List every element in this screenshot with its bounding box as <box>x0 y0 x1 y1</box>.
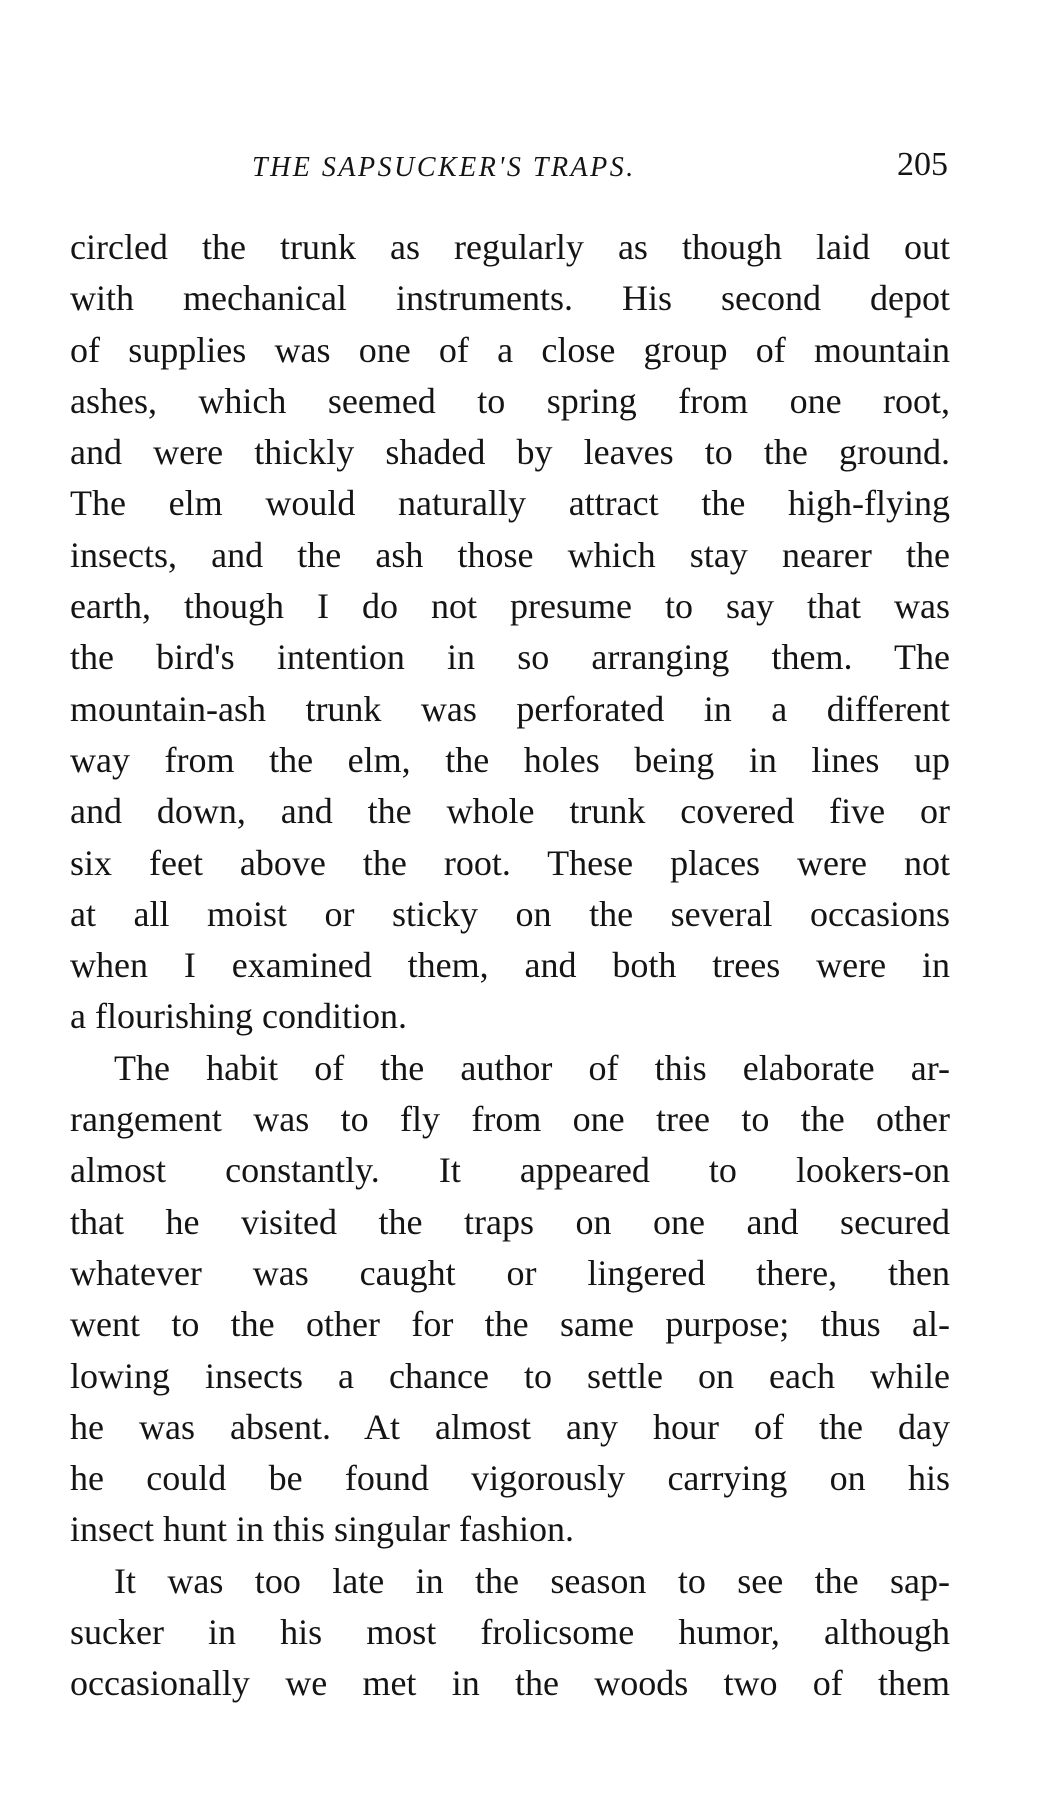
text-line: circled the trunk as regularly as though laid out <box>70 227 950 267</box>
text-line: insects, and the ash those which stay nearer the <box>70 534 950 575</box>
text-line: the bird's intention in so arranging them. The <box>70 637 950 678</box>
text-line: whatever was caught or lingered there, then <box>70 1252 950 1293</box>
text-line: six feet above the root. These places were not <box>70 842 950 883</box>
text-line: at all moist or sticky on the several occasions <box>70 893 950 934</box>
text-line: when I examined them, and both trees were in <box>70 945 950 986</box>
text-line: a flourishing condition. <box>70 996 407 1037</box>
text-line: went to the other for the same purpose; thus al- <box>70 1304 950 1345</box>
text-line: almost constantly. It appeared to lookers-on <box>70 1150 950 1191</box>
body-text <box>70 222 950 1710</box>
text-line: The elm would naturally attract the high-flying <box>70 483 950 524</box>
text-line: and were thickly shaded by leaves to the ground. <box>70 432 950 473</box>
text-line: he could be found vigorously carrying on his <box>70 1458 950 1499</box>
text-line: that he visited the traps on one and secured <box>70 1201 950 1242</box>
text-line: he was absent. At almost any hour of the day <box>70 1406 950 1447</box>
text-line: ashes, which seemed to spring from one root, <box>70 380 950 421</box>
text-line: earth, though I do not presume to say that was <box>70 586 950 627</box>
text-line: way from the elm, the holes being in lines up <box>70 739 950 780</box>
text-line: lowing insects a chance to settle on each while <box>70 1355 950 1396</box>
text-line: occasionally we met in the woods two of them <box>70 1663 950 1704</box>
page-number: 205 <box>897 146 948 183</box>
text-line: The habit of the author of this elaborate ar- <box>114 1047 950 1088</box>
text-line: It was too late in the season to see the sap- <box>114 1560 950 1601</box>
text-line: insect hunt in this singular fashion. <box>70 1509 574 1550</box>
text-line: rangement was to fly from one tree to the other <box>70 1099 950 1140</box>
text-line: sucker in his most frolicsome humor, although <box>70 1612 950 1653</box>
running-title: THE SAPSUCKER'S TRAPS. <box>252 152 636 183</box>
running-head <box>70 148 950 194</box>
text-line: with mechanical instruments. His second depot <box>70 278 950 319</box>
text-line: of supplies was one of a close group of mountain <box>70 329 950 370</box>
text-line: and down, and the whole trunk covered five or <box>70 791 950 832</box>
text-line: mountain-ash trunk was perforated in a different <box>70 688 950 729</box>
